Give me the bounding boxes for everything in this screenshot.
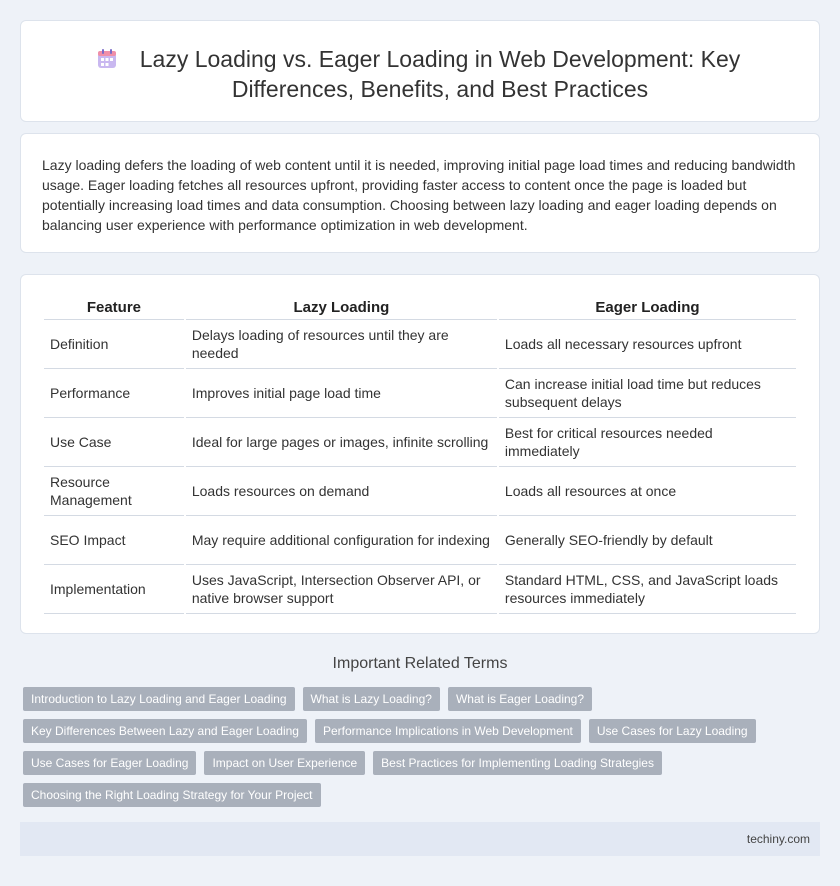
feature-cell: Performance xyxy=(44,369,184,418)
related-term-tag[interactable]: What is Lazy Loading? xyxy=(303,687,440,711)
feature-cell: Resource Management xyxy=(44,467,184,516)
related-terms-tags xyxy=(23,687,803,807)
lazy-cell: Loads resources on demand xyxy=(186,467,497,516)
title-card xyxy=(20,20,820,122)
related-term-tag[interactable]: Performance Implications in Web Development xyxy=(315,719,581,743)
eager-cell: Loads all resources at once xyxy=(499,467,796,516)
table-row xyxy=(44,418,796,467)
intro-card xyxy=(20,133,820,253)
related-term-tag[interactable]: Impact on User Experience xyxy=(204,751,365,775)
header-eager-loading: Eager Loading xyxy=(499,297,796,320)
footer-brand[interactable]: techiny.com xyxy=(746,832,810,846)
eager-cell: Can increase initial load time but reduces subsequent delays xyxy=(499,369,796,418)
eager-cell: Generally SEO-friendly by default xyxy=(499,516,796,565)
comparison-table xyxy=(42,297,798,614)
comparison-table-card xyxy=(20,274,820,634)
related-term-tag[interactable]: Use Cases for Eager Loading xyxy=(23,751,196,775)
feature-cell: Definition xyxy=(44,320,184,369)
table-row xyxy=(44,320,796,369)
table-row xyxy=(44,516,796,565)
table-row xyxy=(44,467,796,516)
related-term-tag[interactable]: What is Eager Loading? xyxy=(448,687,592,711)
intro-paragraph: Lazy loading defers the loading of web content until it is needed, improving initial page load times and reducing bandwidth usage. Eager loading fetches all resources upfront, providing faster access to content once the page is loaded but potentially increasing load times and data consumption. Choosing between lazy loading and eager loading depends on balancing user experience with performance optimization in web development. xyxy=(42,157,796,233)
related-terms-heading: Important Related Terms xyxy=(332,655,508,672)
related-term-tag[interactable]: Key Differences Between Lazy and Eager Loading xyxy=(23,719,307,743)
feature-cell: Use Case xyxy=(44,418,184,467)
lazy-cell: Uses JavaScript, Intersection Observer API, or native browser support xyxy=(186,565,497,614)
related-term-tag[interactable]: Introduction to Lazy Loading and Eager Loading xyxy=(23,687,295,711)
feature-cell: Implementation xyxy=(44,565,184,614)
related-term-tag[interactable]: Choosing the Right Loading Strategy for Your Project xyxy=(23,783,321,807)
header-feature: Feature xyxy=(44,297,184,320)
feature-cell: SEO Impact xyxy=(44,516,184,565)
table-row xyxy=(44,369,796,418)
eager-cell: Best for critical resources needed immediately xyxy=(499,418,796,467)
eager-cell: Standard HTML, CSS, and JavaScript loads resources immediately xyxy=(499,565,796,614)
header-lazy-loading: Lazy Loading xyxy=(186,297,497,320)
related-term-tag[interactable]: Use Cases for Lazy Loading xyxy=(589,719,756,743)
eager-cell: Loads all necessary resources upfront xyxy=(499,320,796,369)
lazy-cell: Ideal for large pages or images, infinite scrolling xyxy=(186,418,497,467)
table-row xyxy=(44,565,796,614)
lazy-cell: May require additional configuration for indexing xyxy=(186,516,497,565)
table-header-row xyxy=(44,297,796,320)
lazy-cell: Delays loading of resources until they are needed xyxy=(186,320,497,369)
footer xyxy=(20,822,820,856)
related-term-tag[interactable]: Best Practices for Implementing Loading Strategies xyxy=(373,751,662,775)
lazy-cell: Improves initial page load time xyxy=(186,369,497,418)
page-title: Lazy Loading vs. Eager Loading in Web Development: Key Differences, Benefits, and Best Practices xyxy=(139,46,741,102)
